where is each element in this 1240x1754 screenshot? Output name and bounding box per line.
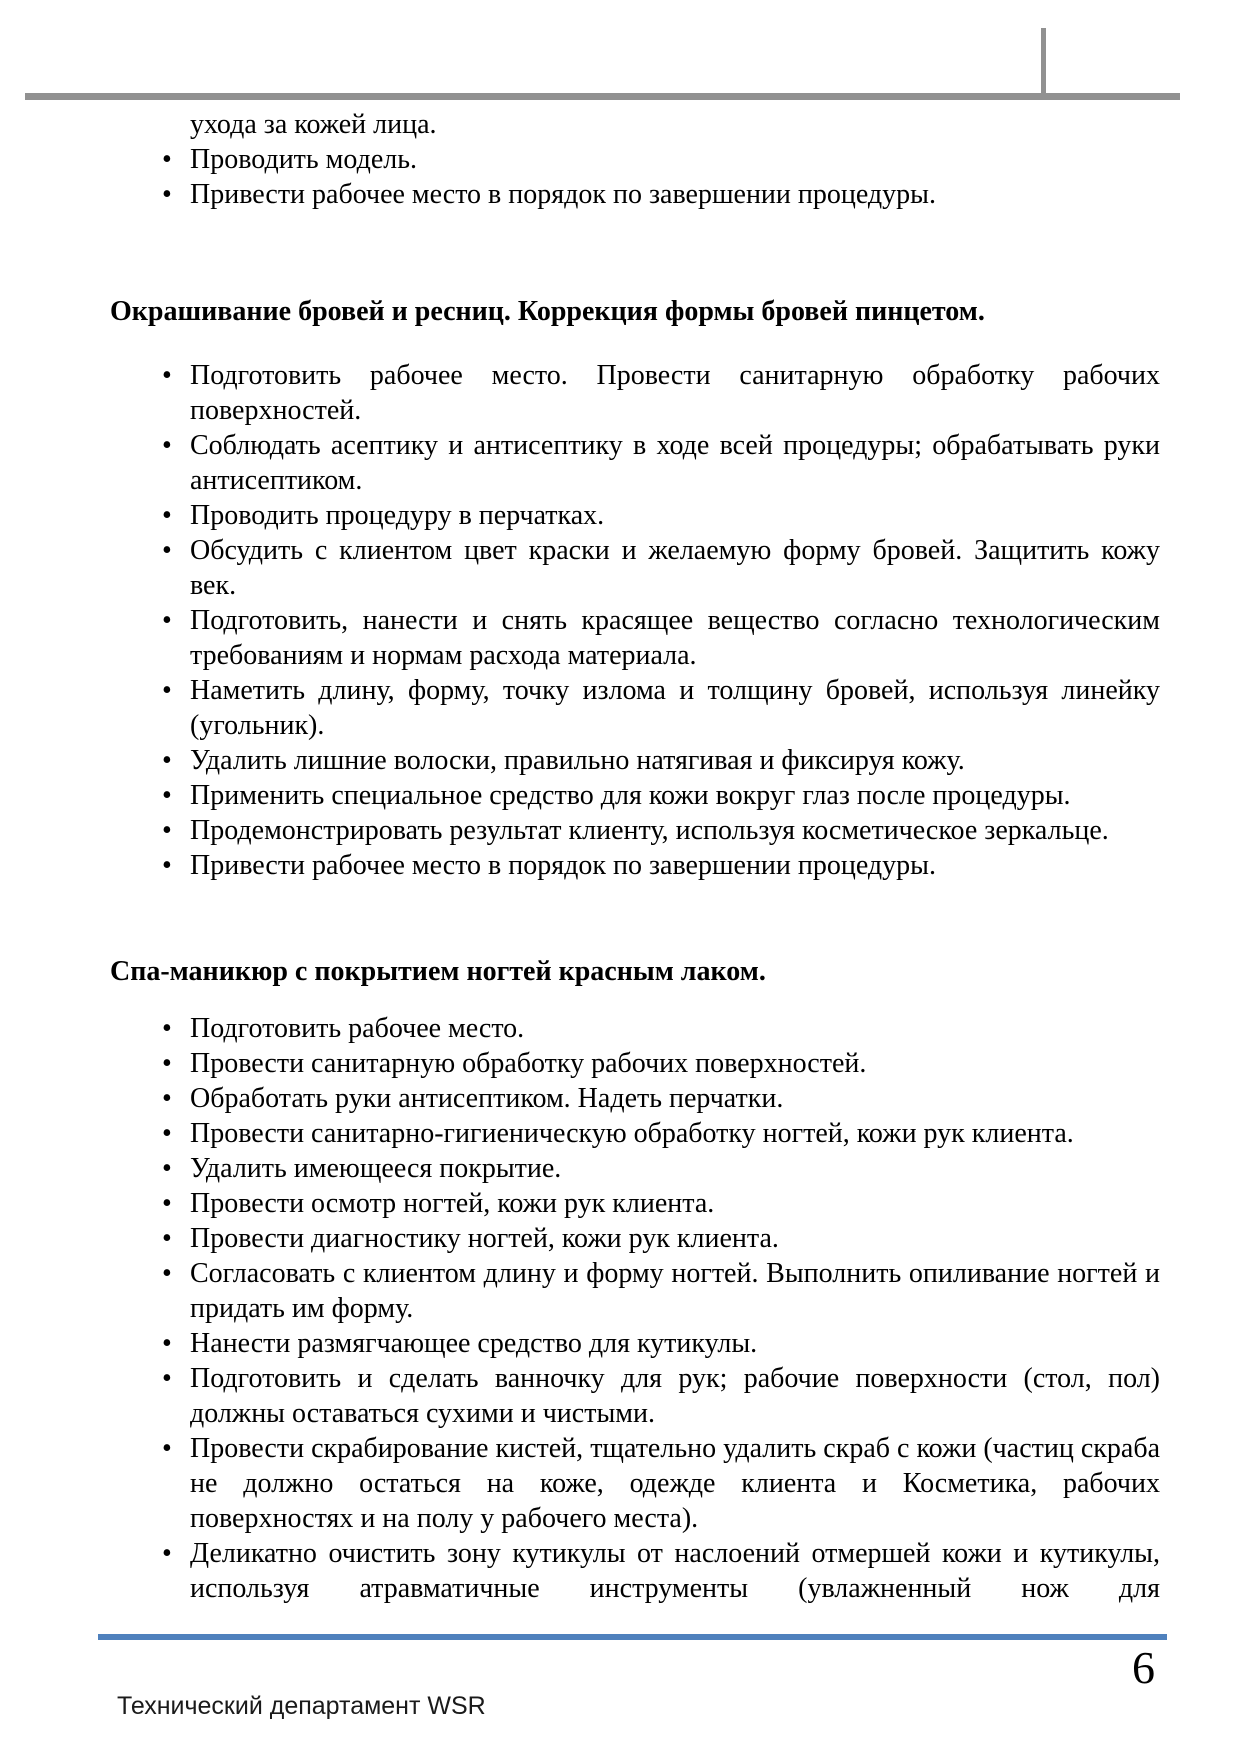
bullet-marker: • bbox=[162, 1258, 172, 1289]
list-item-text: Обсудить с клиентом цвет краски и желаемую форму бровей. Защитить кожу век. bbox=[190, 535, 1160, 601]
list-item-text: Соблюдать асептику и антисептику в ходе всей процедуры; обрабатывать руки антисептиком. bbox=[190, 430, 1160, 496]
list-item-text: Наметить длину, форму, точку излома и толщину бровей, используя линейку (угольник). bbox=[190, 675, 1160, 741]
list-item-text: Удалить имеющееся покрытие. bbox=[190, 1153, 562, 1184]
list-item bbox=[110, 1116, 1160, 1151]
list-item bbox=[110, 1431, 1160, 1536]
list-item bbox=[110, 142, 1160, 177]
list-item bbox=[110, 673, 1160, 743]
list-item-text: Нанести размягчающее средство для кутикулы. bbox=[190, 1328, 758, 1359]
list-item bbox=[110, 743, 1160, 778]
bullet-marker: • bbox=[162, 1153, 172, 1184]
bullet-marker: • bbox=[162, 745, 172, 776]
list-item bbox=[110, 1326, 1160, 1361]
section-heading-brows: Окрашивание бровей и ресниц. Коррекция формы бровей пинцетом. bbox=[110, 296, 985, 327]
bullet-list-manicure bbox=[110, 1011, 1160, 1606]
bullet-marker: • bbox=[162, 780, 172, 811]
list-item-text: Подготовить рабочее место. Провести санитарную обработку рабочих поверхностей. bbox=[190, 360, 1160, 426]
list-item-text: Применить специальное средство для кожи вокруг глаз после процедуры. bbox=[190, 780, 1071, 811]
bullet-marker: • bbox=[162, 1538, 172, 1569]
bullet-marker: • bbox=[162, 1083, 172, 1114]
bullet-marker: • bbox=[162, 144, 172, 175]
list-item-text: Удалить лишние волоски, правильно натягивая и фиксируя кожу. bbox=[190, 745, 965, 776]
footer-department-label: Технический департамент WSR bbox=[117, 1692, 486, 1720]
list-item bbox=[110, 848, 1160, 883]
section-heading-manicure: Спа-маникюр с покрытием ногтей красным лаком. bbox=[110, 956, 766, 987]
bullet-marker: • bbox=[162, 430, 172, 461]
list-item-text: Проводить процедуру в перчатках. bbox=[190, 500, 605, 531]
bullet-list-brows bbox=[110, 358, 1160, 883]
list-item bbox=[110, 603, 1160, 673]
list-item bbox=[110, 778, 1160, 813]
footer-rule bbox=[98, 1634, 1167, 1640]
bullet-marker: • bbox=[162, 1013, 172, 1044]
bullet-marker: • bbox=[162, 1328, 172, 1359]
list-item bbox=[110, 1011, 1160, 1046]
list-item bbox=[110, 1081, 1160, 1116]
list-item bbox=[110, 1151, 1160, 1186]
list-item bbox=[110, 1221, 1160, 1256]
list-item-text: Провести скрабирование кистей, тщательно удалить скраб с кожи (частиц скраба не должно остаться на коже, одежде клиента и Косметика, рабочих поверхностях и на полу у рабочего места). bbox=[190, 1433, 1160, 1534]
bullet-marker: • bbox=[162, 1363, 172, 1394]
list-item-text: Провести диагностику ногтей, кожи рук клиента. bbox=[190, 1223, 779, 1254]
paragraph-continuation: ухода за кожей лица. bbox=[190, 109, 437, 140]
bullet-marker: • bbox=[162, 500, 172, 531]
bullet-marker: • bbox=[162, 179, 172, 210]
list-item bbox=[110, 1256, 1160, 1326]
page-number: 6 bbox=[1132, 1642, 1155, 1693]
list-item bbox=[110, 1186, 1160, 1221]
list-item-text: Согласовать с клиентом длину и форму ногтей. Выполнить опиливание ногтей и придать им форму. bbox=[190, 1258, 1160, 1324]
list-item-text: Деликатно очистить зону кутикулы от наслоений отмершей кожи и кутикулы, используя атравматичные инструменты (увлажненный нож для bbox=[190, 1538, 1160, 1604]
list-item bbox=[110, 428, 1160, 498]
list-item bbox=[110, 498, 1160, 533]
bullet-marker: • bbox=[162, 1188, 172, 1219]
list-item-text: Проводить модель. bbox=[190, 144, 418, 175]
list-item bbox=[110, 1536, 1160, 1606]
list-item bbox=[110, 1361, 1160, 1431]
page-content bbox=[110, 107, 1160, 1606]
list-item-text: Провести санитарно-гигиеническую обработку ногтей, кожи рук клиента. bbox=[190, 1118, 1074, 1149]
bullet-marker: • bbox=[162, 1048, 172, 1079]
list-item-text: Подготовить рабочее место. bbox=[190, 1013, 525, 1044]
header-rule bbox=[25, 93, 1180, 100]
list-item bbox=[110, 177, 1160, 212]
list-item bbox=[110, 1046, 1160, 1081]
bullet-marker: • bbox=[162, 605, 172, 636]
list-item-text: Обработать руки антисептиком. Надеть перчатки. bbox=[190, 1083, 784, 1114]
list-item bbox=[110, 358, 1160, 428]
bullet-marker: • bbox=[162, 850, 172, 881]
list-item-text: Продемонстрировать результат клиенту, используя косметическое зеркальце. bbox=[190, 815, 1109, 846]
list-item bbox=[110, 813, 1160, 848]
list-item bbox=[110, 533, 1160, 603]
list-item-text: Провести санитарную обработку рабочих поверхностей. bbox=[190, 1048, 867, 1079]
bullet-marker: • bbox=[162, 360, 172, 391]
bullet-marker: • bbox=[162, 815, 172, 846]
header-vertical-tick bbox=[1041, 28, 1046, 94]
bullet-marker: • bbox=[162, 1118, 172, 1149]
list-item-text: Подготовить и сделать ванночку для рук; рабочие поверхности (стол, пол) должны оставаться сухими и чистыми. bbox=[190, 1363, 1160, 1429]
bullet-marker: • bbox=[162, 675, 172, 706]
bullet-marker: • bbox=[162, 1223, 172, 1254]
bullet-list-intro bbox=[110, 142, 1160, 212]
list-item-text: Провести осмотр ногтей, кожи рук клиента. bbox=[190, 1188, 715, 1219]
bullet-marker: • bbox=[162, 535, 172, 566]
bullet-marker: • bbox=[162, 1433, 172, 1464]
list-item-text: Подготовить, нанести и снять красящее вещество согласно технологическим требованиям и нормам расхода материала. bbox=[190, 605, 1160, 671]
list-item-text: Привести рабочее место в порядок по завершении процедуры. bbox=[190, 179, 936, 210]
list-item-text: Привести рабочее место в порядок по завершении процедуры. bbox=[190, 850, 936, 881]
